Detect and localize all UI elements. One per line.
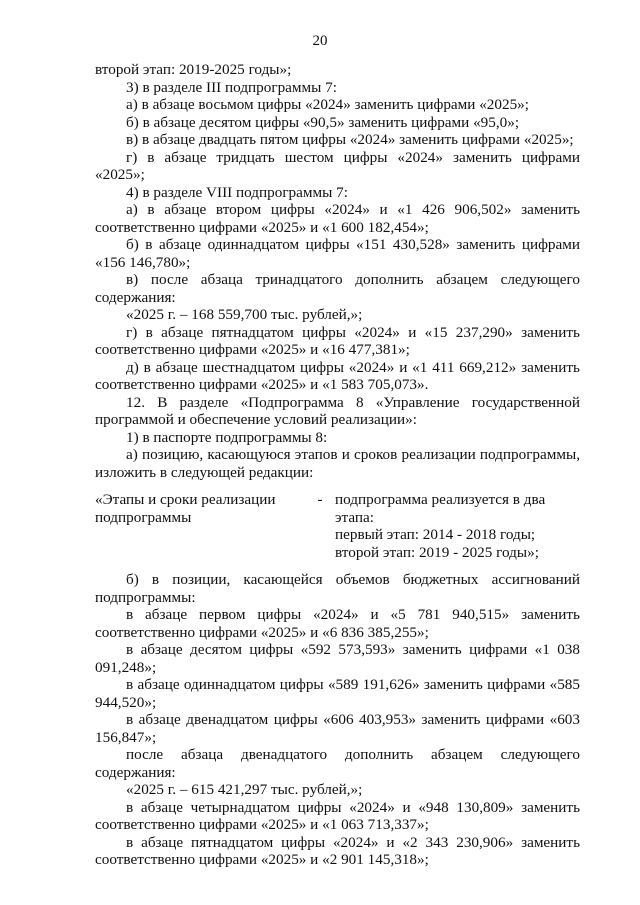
table-dash: -: [317, 491, 323, 508]
paragraph: 1) в паспорте подпрограммы 8:: [126, 428, 328, 446]
paragraph: в абзаце десятом цифры «592 573,593» заменить цифрами «1 038 091,248»;: [95, 641, 580, 676]
paragraph: а) в абзаце восьмом цифры «2024» заменить цифрами «2025»;: [126, 96, 529, 113]
section-heading: 12. В разделе «Подпрограмма 8 «Управление государственной программой и обеспечение условий реализации»:: [95, 393, 580, 428]
paragraph: г) в абзаце тридцать шестом цифры «2024» заменить цифрами «2025»;: [95, 148, 580, 183]
paragraph: б) в позиции, касающейся объемов бюджетных ассигнований подпрограммы:: [95, 571, 580, 606]
paragraph: в абзаце одиннадцатом цифры «589 191,626» заменить цифрами «585 944,520»;: [95, 676, 580, 711]
table-right-line: первый этап: 2014 - 2018 годы;: [335, 526, 536, 543]
table-right-line: подпрограмма реализуется в два этапа:: [335, 491, 546, 526]
paragraph: в абзаце четырнадцатом цифры «2024» и «948 130,809» заменить соответственно цифрами «2025» и «1 063 713,337»;: [95, 798, 580, 833]
paragraph: в абзаце первом цифры «2024» и «5 781 940,515» заменить соответственно цифрами «2025» и «6 836 385,255»;: [95, 606, 580, 641]
paragraph: 3) в разделе III подпрограммы 7:: [126, 78, 337, 96]
paragraph: «2025 г. – 168 559,700 тыс. рублей,»;: [126, 306, 363, 323]
table-right-line: второй этап: 2019 - 2025 годы»;: [335, 543, 539, 561]
paragraph: а) в абзаце втором цифры «2024» и «1 426 906,502» заменить соответственно цифрами «2025» и «1 600 182,454»;: [95, 201, 580, 236]
paragraph: д) в абзаце шестнадцатом цифры «2024» и «1 411 669,212» заменить соответственно цифрами «2025» и «1 583 705,073».: [95, 358, 580, 393]
table-left-cell: «Этапы и сроки реализации подпрограммы: [95, 491, 276, 526]
paragraph: в абзаце пятнадцатом цифры «2024» и «2 343 230,906» заменить соответственно цифрами «2025» и «2 901 145,318»;: [95, 833, 580, 868]
paragraph: б) в абзаце одиннадцатом цифры «151 430,528» заменить цифрами «156 146,780»;: [95, 236, 580, 271]
passport-table: [95, 491, 580, 561]
paragraph: б) в абзаце десятом цифры «90,5» заменить цифрами «95,0»;: [126, 113, 520, 131]
paragraph: 4) в разделе VIII подпрограммы 7:: [126, 183, 348, 201]
table-right-cell: [335, 491, 580, 561]
document-body: [95, 61, 580, 869]
paragraph: в абзаце двенадцатом цифры «606 403,953» заменить цифрами «603 156,847»;: [95, 711, 580, 746]
paragraph: второй этап: 2019-2025 годы»;: [95, 61, 292, 78]
page-number: 20: [312, 33, 328, 49]
paragraph: после абзаца двенадцатого дополнить абзацем следующего содержания:: [95, 746, 580, 781]
paragraph: «2025 г. – 615 421,297 тыс. рублей,»;: [126, 781, 363, 798]
paragraph: в) после абзаца тринадцатого дополнить абзацем следующего содержания:: [95, 271, 580, 306]
paragraph: в) в абзаце двадцать пятом цифры «2024» заменить цифрами «2025»;: [126, 131, 574, 148]
paragraph: а) позицию, касающуюся этапов и сроков реализации подпрограммы, изложить в следующей редакции:: [95, 446, 580, 481]
paragraph: г) в абзаце пятнадцатом цифры «2024» и «15 237,290» заменить соответственно цифрами «2025» и «16 477,381»;: [95, 323, 580, 358]
